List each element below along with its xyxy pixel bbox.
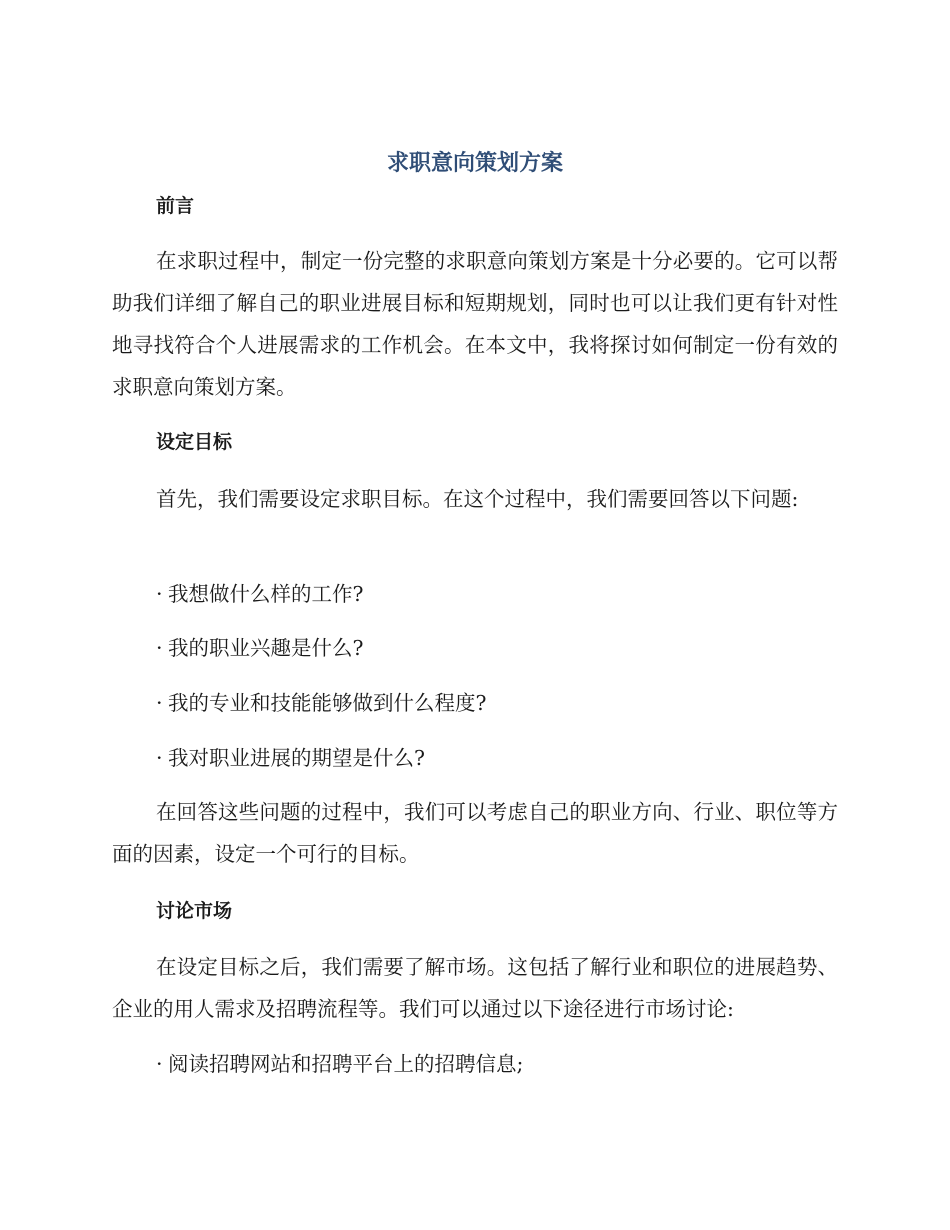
section-heading-set-goals: 设定目标 <box>156 431 233 453</box>
section-heading-market-research: 讨论市场 <box>156 900 233 922</box>
list-item-text: 阅读招聘网站和招聘平台上的招聘信息; <box>168 1052 524 1076</box>
bullet-marker: · <box>156 691 163 715</box>
section-heading-preface: 前言 <box>156 195 195 217</box>
list-item <box>156 632 838 664</box>
bullet-marker: · <box>156 636 163 660</box>
bullet-marker: · <box>156 1052 163 1076</box>
market-research-intro-paragraph: 在设定目标之后，我们需要了解市场。这包括了解行业和职位的进展趋势、企业的用人需求及招聘流程等。我们可以通过以下途径进行市场讨论: <box>112 955 838 1021</box>
document-title: 求职意向策划方案 <box>386 151 563 176</box>
set-goals-intro-paragraph: 首先，我们需要设定求职目标。在这个过程中，我们需要回答以下问题: <box>156 487 799 511</box>
list-item-text: 我想做什么样的工作? <box>168 582 364 606</box>
list-item <box>156 742 838 774</box>
list-item-text: 我对职业进展的期望是什么? <box>168 746 425 770</box>
list-item <box>156 1048 838 1080</box>
bullet-marker: · <box>156 746 163 770</box>
list-item-text: 我的职业兴趣是什么? <box>168 636 364 660</box>
list-item-text: 我的专业和技能能够做到什么程度? <box>168 691 487 715</box>
list-item <box>156 578 838 610</box>
list-item <box>156 687 838 719</box>
set-goals-outro-paragraph: 在回答这些问题的过程中，我们可以考虑自己的职业方向、行业、职位等方面的因素，设定一个可行的目标。 <box>112 800 838 866</box>
bullet-marker: · <box>156 582 163 606</box>
preface-paragraph: 在求职过程中，制定一份完整的求职意向策划方案是十分必要的。它可以帮助我们详细了解自己的职业进展目标和短期规划，同时也可以让我们更有针对性地寻找符合个人进展需求的工作机会。在本文中，我将探讨如何制定一份有效的求职意向策划方案。 <box>112 249 838 399</box>
